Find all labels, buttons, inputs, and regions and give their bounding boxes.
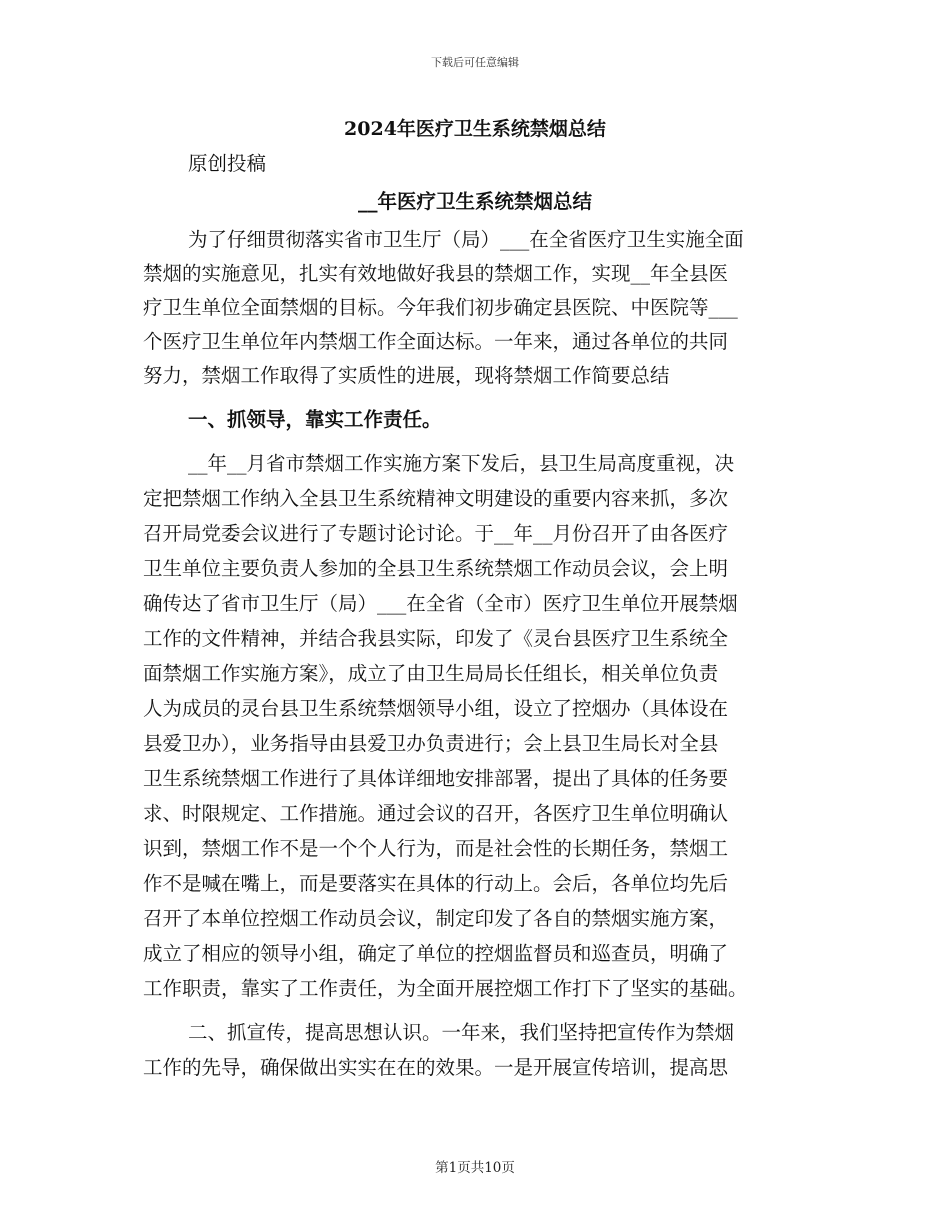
body-line: 县爱卫办），业务指导由县爱卫办负责进行；会上县卫生局长对全县 <box>143 732 719 755</box>
source-label: 原创投稿 <box>188 152 267 175</box>
body-line: 识到，禁烟工作不是一个个人行为，而是社会性的长期任务，禁烟工 <box>143 837 729 860</box>
body-line: 工作的文件精神，并结合我县实际，印发了《灵台县医疗卫生系统全 <box>143 627 729 650</box>
body-line: 工作的先导，确保做出实实在在的效果。一是开展宣传培训，提高思 <box>143 1056 729 1079</box>
body-line: 召开了本单位控烟工作动员会议，制定印发了各自的禁烟实施方案， <box>143 907 729 930</box>
page-footer: 第1页共10页 <box>435 1160 515 1176</box>
body-line: 二、抓宣传，提高思想认识。一年来，我们坚持把宣传作为禁烟 <box>188 1021 735 1044</box>
body-line: __年__月省市禁烟工作实施方案下发后，县卫生局高度重视，决 <box>188 452 735 475</box>
body-line: 定把禁烟工作纳入全县卫生系统精神文明建设的重要内容来抓，多次 <box>143 487 729 510</box>
body-line: 确传达了省市卫生厅（局）___在全省（全市）医疗卫生单位开展禁烟 <box>143 592 738 615</box>
body-line: 面禁烟工作实施方案》，成立了由卫生局局长任组长，相关单位负责 <box>143 662 719 685</box>
document-title: 2024年医疗卫生系统禁烟总结 <box>344 118 606 140</box>
body-line: 个医疗卫生单位年内禁烟工作全面达标。一年来，通过各单位的共同 <box>143 330 729 353</box>
body-line: 卫生单位主要负责人参加的全县卫生系统禁烟工作动员会议，会上明 <box>143 557 729 580</box>
body-line: 禁烟的实施意见，扎实有效地做好我县的禁烟工作，实现__年全县医 <box>143 262 729 285</box>
body-line: 疗卫生单位全面禁烟的目标。今年我们初步确定县医院、中医院等___ <box>143 296 738 319</box>
body-line: 为了仔细贯彻落实省市卫生厅（局）___在全省医疗卫生实施全面 <box>188 228 744 251</box>
body-line: 工作职责，靠实了工作责任，为全面开展控烟工作打下了坚实的基础。 <box>143 977 748 1000</box>
body-line: 作不是喊在嘴上，而是要落实在具体的行动上。会后，各单位均先后 <box>143 872 729 895</box>
body-line: 成立了相应的领导小组，确定了单位的控烟监督员和巡查员，明确了 <box>143 942 729 965</box>
header-note: 下载后可任意编辑 <box>431 56 519 69</box>
section-heading: 一、抓领导，靠实工作责任。 <box>188 408 442 431</box>
body-line: 人为成员的灵台县卫生系统禁烟领导小组，设立了控烟办（具体设在 <box>143 697 729 720</box>
body-line: 努力，禁烟工作取得了实质性的进展，现将禁烟工作简要总结 <box>143 364 670 387</box>
body-line: 召开局党委会议进行了专题讨论讨论。于__年__月份召开了由各医疗 <box>143 522 729 545</box>
body-line: 求、时限规定、工作措施。通过会议的召开，各医疗卫生单位明确认 <box>143 802 729 825</box>
document-subtitle: __年医疗卫生系统禁烟总结 <box>357 190 592 213</box>
body-line: 卫生系统禁烟工作进行了具体详细地安排部署，提出了具体的任务要 <box>143 767 729 790</box>
